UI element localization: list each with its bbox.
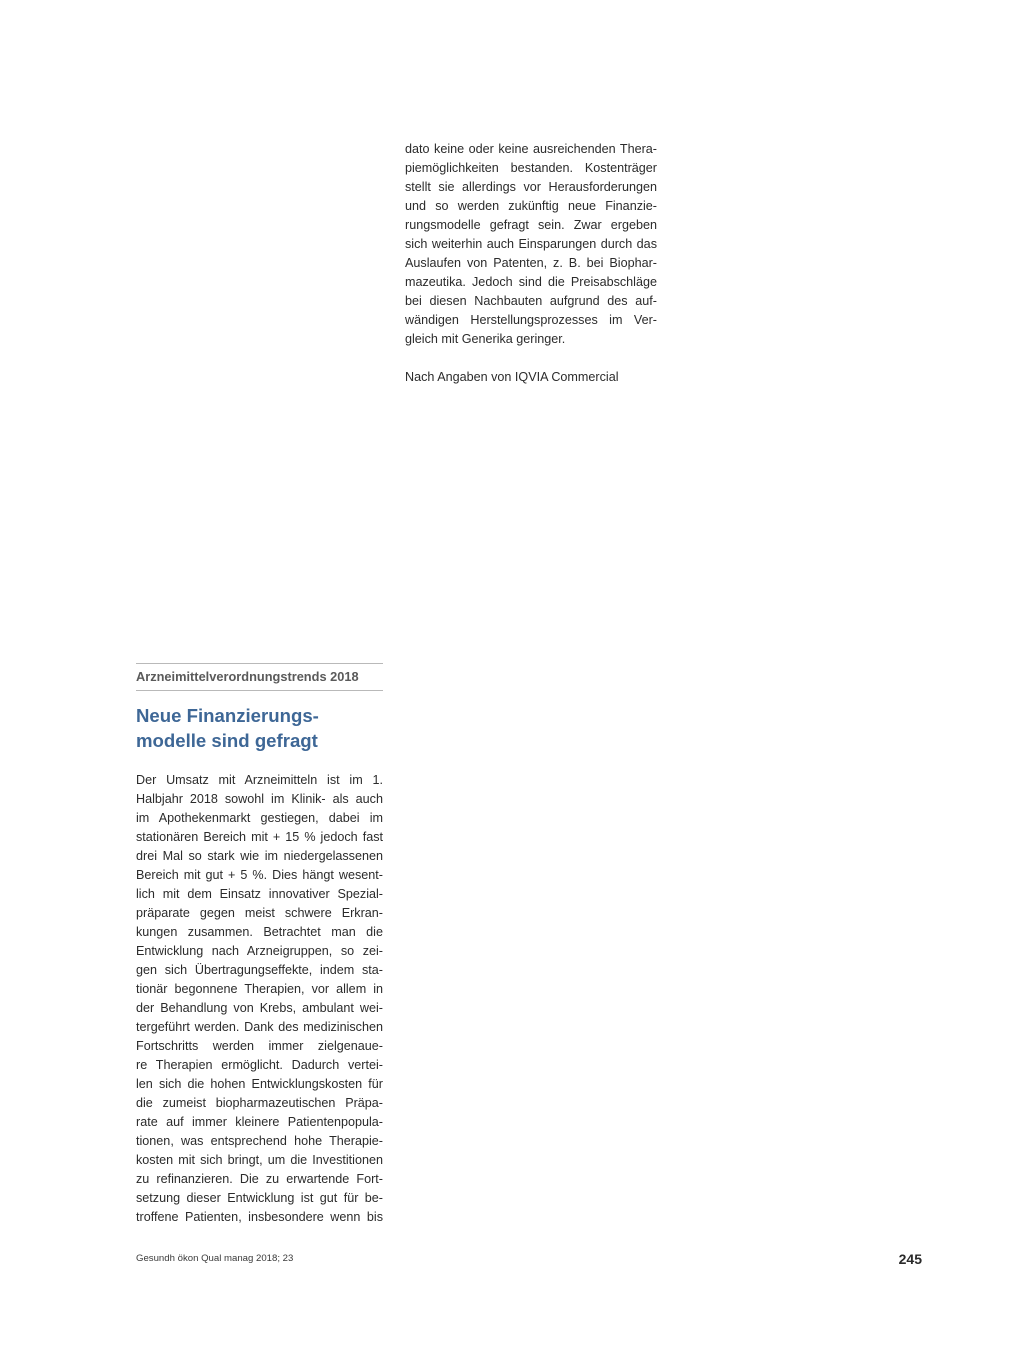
text-line: re Therapien ermöglicht. Dadurch vertei-: [136, 1058, 383, 1072]
headline-line: Neue Finanzierungs-: [136, 705, 319, 726]
text-line: setzung dieser Entwicklung ist gut für be-: [136, 1191, 383, 1205]
text-line: präparate gegen meist schwere Erkran-: [136, 906, 383, 920]
text-line: die zumeist biopharmazeutischen Präpa-: [136, 1096, 383, 1110]
text-line: zu refinanzieren. Die zu erwartende Fort-: [136, 1172, 383, 1186]
text-line: len sich die hohen Entwicklungskosten für: [136, 1077, 383, 1091]
text-line: bei diesen Nachbauten aufgrund des auf-: [405, 294, 657, 308]
text-line: kungen zusammen. Betrachtet man die: [136, 925, 383, 939]
text-line: der Behandlung von Krebs, ambulant wei-: [136, 1001, 383, 1015]
article-rubric: Arzneimittelverordnungstrends 2018: [136, 663, 383, 691]
text-line: kosten mit sich bringt, um die Investitionen: [136, 1153, 383, 1167]
text-line: mazeutika. Jedoch sind die Preisabschläge: [405, 275, 657, 289]
text-line: stellt sie allerdings vor Herausforderungen: [405, 180, 657, 194]
text-line: piemöglichkeiten bestanden. Kostenträger: [405, 161, 657, 175]
article-headline: [136, 703, 383, 753]
text-line: Entwicklung nach Arzneigruppen, so zei-: [136, 944, 383, 958]
page-number: 245: [898, 1251, 922, 1267]
text-line: Der Umsatz mit Arzneimitteln ist im 1.: [136, 773, 383, 787]
text-line: sich weiterhin auch Einsparungen durch das: [405, 237, 657, 251]
journal-citation: Gesundh ökon Qual manag 2018; 23: [136, 1253, 294, 1264]
text-line: gen sich Übertragungseffekte, indem sta-: [136, 963, 383, 977]
text-line: Auslaufen von Patenten, z. B. bei Biophar-: [405, 256, 657, 270]
text-line: Halbjahr 2018 sowohl im Klinik- als auch: [136, 792, 383, 806]
text-line: drei Mal so stark wie im niedergelassenen: [136, 849, 383, 863]
text-line: dato keine oder keine ausreichenden Thera-: [405, 142, 657, 156]
text-line: stationären Bereich mit + 15 % jedoch fast: [136, 830, 383, 844]
text-line: tergeführt werden. Dank des medizinischen: [136, 1020, 383, 1034]
article-body: [136, 771, 383, 1227]
text-line: Bereich mit gut + 5 %. Dies hängt wesent-: [136, 868, 383, 882]
text-line: tionen, was entsprechend hohe Therapie-: [136, 1134, 383, 1148]
text-line: im Apothekenmarkt gestiegen, dabei im: [136, 811, 383, 825]
continued-text-column: [405, 140, 657, 387]
source-credit: Nach Angaben von IQVIA Commercial: [405, 370, 619, 384]
headline-line: modelle sind gefragt: [136, 730, 318, 751]
text-line: Fortschritts werden immer zielgenaue-: [136, 1039, 383, 1053]
text-line: tionär begonnene Therapien, vor allem in: [136, 982, 383, 996]
text-line: gleich mit Generika geringer.: [405, 332, 566, 346]
text-line: lich mit dem Einsatz innovativer Spezial-: [136, 887, 383, 901]
text-line: rate auf immer kleinere Patientenpopula-: [136, 1115, 383, 1129]
text-line: rungsmodelle gefragt sein. Zwar ergeben: [405, 218, 657, 232]
article: [136, 663, 383, 1227]
text-line: troffene Patienten, insbesondere wenn bis: [136, 1210, 383, 1224]
text-line: wändigen Herstellungsprozesses im Ver-: [405, 313, 657, 327]
text-line: und so werden zukünftig neue Finanzie-: [405, 199, 657, 213]
